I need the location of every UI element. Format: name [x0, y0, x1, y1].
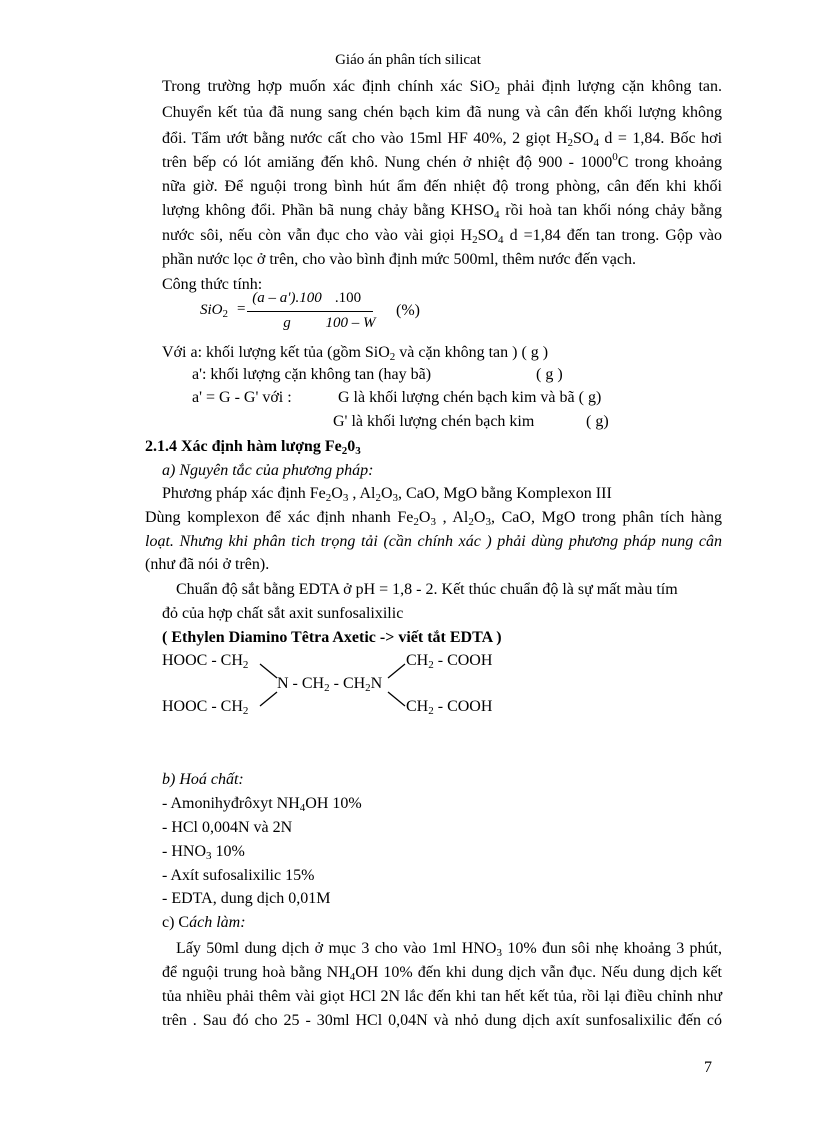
formula-lhs: SiO$_2$ — [200, 302, 228, 320]
para1-line5: nữa giờ. Để nguội trong bình hút ẩm đến nhiệt độ trong phòng, cân đến khi khối — [162, 178, 722, 195]
formula-unit: (%) — [396, 302, 420, 319]
legend-G-prime-unit: ( g) — [586, 413, 609, 430]
chemical-item-1: - Amonihyđrôxyt $NH_4OH$ 10% — [162, 795, 362, 814]
section-title: 2.1.4 Xác định hàm lượng $Fe_20_3$ — [145, 438, 361, 457]
legend-a-prime-unit: ( g ) — [536, 366, 563, 383]
edta-name: ( Ethylen Diamino Têtra Axetic -> viết tắt EDTA ) — [162, 629, 502, 646]
formula-bar1 — [247, 311, 327, 312]
method-line2: để nguội trung hoà bằng $NH_4OH$ 10% đến khi dung dịch vẫn đục. Nếu dung dịch kết — [162, 964, 722, 983]
para1-line8: phần nước lọc ở trên, cho vào bình định mức 500ml, thêm nước đến vạch. — [162, 251, 636, 268]
formula-den1: g — [283, 315, 291, 331]
method-line3: tủa nhiều phải thêm vài giọt HCl 2N lắc đến khi tan hết kết tủa, rồi lại điều chỉnh như — [162, 988, 722, 1005]
formula-label: Công thức tính: — [162, 276, 263, 293]
edta-bonds — [250, 660, 420, 715]
edta-top-left: HOOC - $CH_2$ — [162, 652, 249, 671]
edta-bottom-right: $CH_2$ - COOH — [406, 698, 493, 717]
principle-line4: (như đã nói ở trên). — [145, 556, 270, 573]
principle-title: a) Nguyên tắc của phương pháp: — [162, 462, 374, 479]
principle-line5: Chuẩn độ sắt bằng EDTA ở pH = 1,8 - 2. Kết thúc chuẩn độ là sự mất màu tím — [176, 581, 678, 598]
principle-line2: Dùng komplexon để xác định nhanh $Fe_2O_3$ , $Al_2O_3$, CaO, MgO trong phân tích hàng — [145, 509, 723, 528]
edta-middle: N - $CH_2 - CH_2N$ — [277, 675, 383, 694]
formula-bar2 — [323, 311, 373, 312]
formula-num1: (a – a').100 — [252, 290, 322, 306]
method-title: c) Cách làm: — [162, 914, 246, 931]
bond-bottom-right — [388, 692, 405, 706]
formula-den2: 100 – W — [325, 315, 376, 331]
formula-num2: .100 — [334, 290, 362, 306]
para1-line2: Chuyển kết tủa đã nung sang chén bạch kim đã nung và cân đến khối lượng không — [162, 104, 722, 121]
method-line4: trên . Sau đó cho 25 - 30ml HCl 0,04N và nhỏ dung dịch axít sunfosalixilic đến có — [162, 1012, 722, 1029]
legend-G-prime: G' là khối lượng chén bạch kim — [333, 413, 535, 430]
legend-a-equation: a' = G - G' với : — [192, 389, 292, 406]
para1-line7: nước sôi, nếu còn vẫn đục cho vào vài giọi $H_2SO_4$ d =1,84 đến tan trong. Gộp vào — [162, 227, 722, 246]
chemical-item-5: - EDTA, dung dịch 0,01M — [162, 890, 331, 907]
bond-top-right — [388, 664, 405, 678]
bond-bottom-left — [260, 692, 277, 706]
edta-top-right: $CH_2$ - COOH — [406, 652, 493, 671]
principle-line1: Phương pháp xác định $Fe_2O_3$ , $Al_2O_3$, CaO, MgO bằng Komplexon III — [162, 485, 612, 504]
legend-G: G là khối lượng chén bạch kim và bã ( g) — [338, 389, 602, 406]
para1-line4: trên bếp có lót amiăng đến khô. Nung chén ở nhiệt độ 900 - 1000$^0$C trong khoảng — [162, 151, 722, 171]
principle-line3: loạt. Nhưng khi phân tich trọng tải (cần chính xác ) phải dùng phương pháp nung cân — [145, 533, 722, 550]
legend-a: Với a: khối lượng kết tủa (gồm SiO$_2$ và cặn không tan ) ( g ) — [162, 344, 549, 363]
para1-line1: Trong trường hợp muốn xác định chính xác SiO$_2$ phải định lượng cặn không tan. — [162, 78, 722, 97]
legend-a-prime: a': khối lượng cặn không tan (hay bã) — [192, 366, 432, 383]
page-number: 7 — [704, 1059, 712, 1076]
chemical-item-3: - $HNO_3$ 10% — [162, 843, 245, 862]
chemical-item-4: - Axít sufosalixilic 15% — [162, 867, 315, 884]
formula-equals: = — [237, 301, 246, 317]
chemical-item-2: - HCl 0,004N và 2N — [162, 819, 293, 836]
method-line1: Lấy 50ml dung dịch ở mục 3 cho vào 1ml $HNO_3$ 10% đun sôi nhẹ khoảng 3 phút, — [176, 940, 723, 959]
bond-top-left — [260, 664, 277, 678]
chemicals-title: b) Hoá chất: — [162, 771, 244, 788]
page-header: Giáo án phân tích silicat — [335, 52, 481, 68]
principle-line6: đỏ của hợp chất sắt axit sunfosalixilic — [162, 605, 404, 622]
para1-line3: đổi. Tẩm ướt bằng nước cất cho vào 15ml HF 40%, 2 giọt $H_2SO_4$ d = 1,84. Bốc hơi — [162, 130, 723, 149]
para1-line6: lượng không đổi. Phần bã nung chảy bằng $KHSO_4$ rồi hoà tan khối nóng chảy bằng — [162, 202, 723, 221]
edta-bottom-left: HOOC - $CH_2$ — [162, 698, 249, 717]
